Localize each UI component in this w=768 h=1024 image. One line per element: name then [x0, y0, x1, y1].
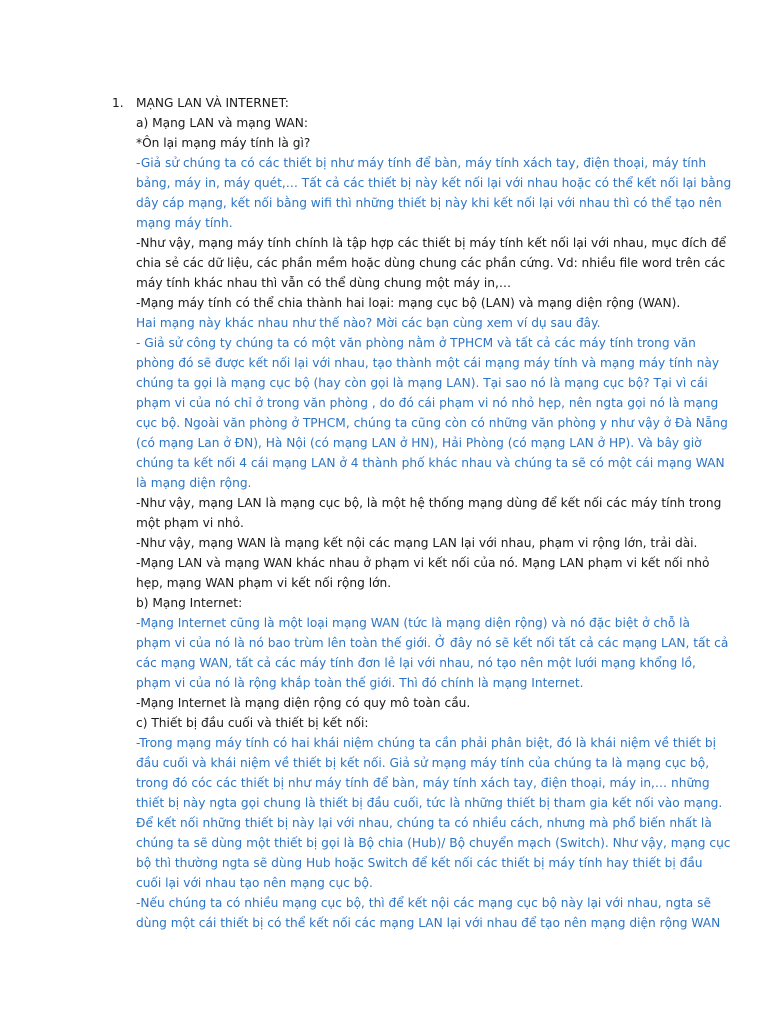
- text-line: là mạng diện rộng.: [136, 476, 252, 490]
- text-line: -Giả sử chúng ta có các thiết bị như máy tính để bàn, máy tính xách tay, điện thoại, máy tính: [136, 156, 707, 170]
- text-line: -Như vậy, mạng LAN là mạng cục bộ, là một hệ thống mạng dùng để kết nối các máy tính trong: [136, 496, 722, 510]
- text-line: -Như vậy, mạng máy tính chính là tập hợp các thiết bị máy tính kết nối lại với nhau, mục đích để: [136, 236, 727, 250]
- text-line: dây cáp mạng, kết nối bằng wifi thì những thiết bị này khi kết nối lại với nhau thì có thể tạo nên: [136, 196, 722, 210]
- text-line: Hai mạng này khác nhau như thế nào? Mời các bạn cùng xem ví dụ sau đây.: [136, 316, 601, 330]
- text-line: thiết bị này ngta gọi chung là thiết bị đầu cuối, tức là những thiết bị tham gia kết nối vào mạng.: [136, 796, 723, 810]
- text-line: -Như vậy, mạng WAN là mạng kết nội các mạng LAN lại với nhau, phạm vi rộng lớn, trải dài.: [136, 536, 698, 550]
- text-line: -Trong mạng máy tính có hai khái niệm chúng ta cần phải phân biệt, đó là khái niệm về thiết bị: [136, 736, 717, 750]
- text-line: chia sẻ các dữ liệu, các phần mềm hoặc dùng chung các phần cứng. Vd: nhiều file word trên các: [136, 256, 726, 270]
- text-line: (có mạng Lan ở ĐN), Hà Nội (có mạng LAN ở HN), Hải Phòng (có mạng LAN ở HP). Và bây giờ: [136, 436, 702, 450]
- text-line: phòng đó sẽ được kết nối lại với nhau, tạo thành một cái mạng máy tính và mạng máy tính này: [136, 356, 720, 370]
- heading-spacer: [136, 93, 681, 113]
- text-line: -Mạng LAN và mạng WAN khác nhau ở phạm vi kết nối của nó. Mạng LAN phạm vi kết nối nhỏ: [136, 556, 710, 570]
- text-line: - Giả sử công ty chúng ta có một văn phòng nằm ở TPHCM và tất cả các máy tính trong văn: [136, 336, 696, 350]
- text-line: dùng một cái thiết bị có thể kết nối các mạng LAN lại với nhau để tạo nên mạng diện rộng WAN: [136, 916, 721, 930]
- text-line: bảng, máy in, máy quét,… Tất cả các thiết bị này kết nối lại với nhau hoặc có thể kết nối lại bằng: [136, 176, 732, 190]
- text-line: *Ôn lại mạng máy tính là gì?: [136, 136, 311, 150]
- heading-number: 1.: [112, 96, 124, 110]
- text-line: a) Mạng LAN và mạng WAN:: [136, 116, 308, 130]
- text-line: các mạng WAN, tất cả các máy tính đơn lẻ lại với nhau, nó tạo nên một lưới mạng khổng lồ,: [136, 656, 696, 670]
- text-lines: [136, 113, 732, 933]
- text-line: c) Thiết bị đầu cuối và thiết bị kết nối:: [136, 716, 369, 730]
- text-line: phạm vi của nó chỉ ở trong văn phòng , do đó cái phạm vi nó nhỏ hẹp, nên ngta gọi nó là mạng: [136, 396, 719, 410]
- heading-title: MẠNG LAN VÀ INTERNET:: [136, 96, 289, 110]
- text-line: hẹp, mạng WAN phạm vi kết nối rộng lớn.: [136, 576, 392, 590]
- text-line: -Mạng Internet cũng là một loại mạng WAN (tức là mạng diện rộng) và nó đặc biệt ở chỗ là: [136, 616, 691, 630]
- text-line: cục bộ. Ngoài văn phòng ở TPHCM, chúng ta cũng còn có những văn phòng y như vậy ở Đà Nẵng: [136, 416, 728, 430]
- text-line: cuối lại với nhau tạo nên mạng cục bộ.: [136, 876, 373, 890]
- text-line: Để kết nối những thiết bị này lại với nhau, chúng ta có nhiều cách, nhưng mà phổ biến nhất là: [136, 816, 712, 830]
- text-line: phạm vi của nó là rộng khắp toàn thế giới. Thì đó chính là mạng Internet.: [136, 676, 584, 690]
- text-line: chúng ta kết nối 4 cái mạng LAN ở 4 thành phố khác nhau và chúng ta sẽ có một cái mạng WAN: [136, 456, 725, 470]
- text-line: đầu cuối và khái niệm về thiết bị kết nối. Giả sử mạng máy tính của chúng ta là mạng cục bộ,: [136, 756, 710, 770]
- text-line: b) Mạng Internet:: [136, 596, 243, 610]
- text-line: một phạm vi nhỏ.: [136, 516, 244, 530]
- text-line: phạm vi của nó là nó bao trùm lên toàn thế giới. Ở đây nó sẽ kết nối tất cả các mạng LAN, tất cả: [136, 636, 729, 650]
- text-line: bộ thì thường ngta sẽ dùng Hub hoặc Switch để kết nối các thiết bị máy tính hay thiết bị đầu: [136, 856, 703, 870]
- text-line: -Mạng máy tính có thể chia thành hai loại: mạng cục bộ (LAN) và mạng diện rộng (WAN).: [136, 296, 681, 310]
- text-line: -Nếu chúng ta có nhiều mạng cục bộ, thì để kết nội các mạng cục bộ này lại với nhau, ngta sẽ: [136, 896, 711, 910]
- text-line: trong đó cóc các thiết bị như máy tính để bàn, máy tính xách tay, điện thoại, máy in,… những: [136, 776, 710, 790]
- text-line: chúng ta gọi là mạng cục bộ (hay còn gọi là mạng LAN). Tại sao nó là mạng cục bộ? Tại vì cái: [136, 376, 708, 390]
- text-line: chúng ta sẽ dùng một thiết bị gọi là Bộ chia (Hub)/ Bộ chuyển mạch (Switch). Như vậy, mạng cục: [136, 836, 731, 850]
- text-line: mạng máy tính.: [136, 216, 233, 230]
- text-line: -Mạng Internet là mạng diện rộng có quy mô toàn cầu.: [136, 696, 471, 710]
- document-body: [136, 93, 732, 933]
- text-line: máy tính khác nhau thì vẫn có thể dùng chung một máy in,…: [136, 276, 512, 290]
